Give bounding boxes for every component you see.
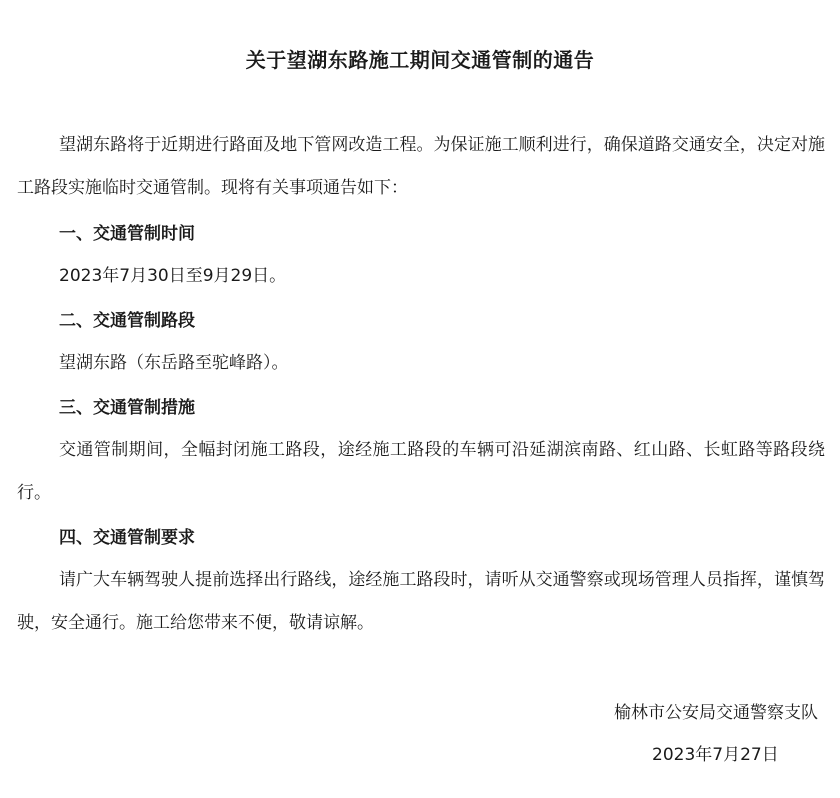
section-heading-time: 一、交通管制时间 <box>59 224 195 244</box>
section-heading-measures: 三、交通管制措施 <box>59 398 195 418</box>
section-content-measures: 交通管制期间，全幅封闭施工路段，途经施工路段的车辆可沿延湖滨南路、红山路、长虹路等路段绕行。 <box>17 440 825 503</box>
issuer-signature: 榆林市公安局交通警察支队 <box>614 703 818 723</box>
section-heading-requirements: 四、交通管制要求 <box>59 528 195 548</box>
issue-date: 2023年7月27日 <box>652 745 779 765</box>
section-content-road: 望湖东路（东岳路至驼峰路）。 <box>59 353 289 373</box>
intro-paragraph: 望湖东路将于近期进行路面及地下管网改造工程。为保证施工顺利进行，确保道路交通安全，决定对施工路段实施临时交通管制。现将有关事项通告如下： <box>17 135 825 198</box>
section-content-requirements: 请广大车辆驾驶人提前选择出行路线，途经施工路段时，请听从交通警察或现场管理人员指挥，谨慎驾驶，安全通行。施工给您带来不便，敬请谅解。 <box>17 570 825 633</box>
section-heading-road: 二、交通管制路段 <box>59 311 195 331</box>
section-content-time: 2023年7月30日至9月29日。 <box>59 266 287 286</box>
notice-title: 关于望湖东路施工期间交通管制的通告 <box>245 48 595 72</box>
